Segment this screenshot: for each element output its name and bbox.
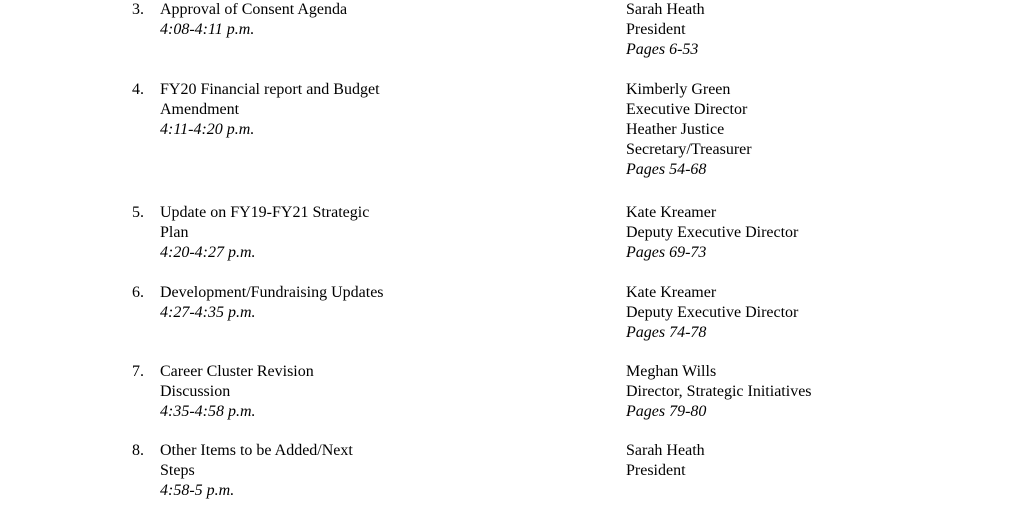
item-time: 4:35-4:58 p.m. <box>160 403 256 420</box>
item-pages: Pages 74-78 <box>626 324 707 341</box>
presenter-role: Deputy Executive Director <box>626 224 799 241</box>
presenter-name: Kate Kreamer <box>626 284 717 301</box>
item-time: 4:08-4:11 p.m. <box>160 21 255 38</box>
item-pages: Pages 69-73 <box>626 244 707 261</box>
item-presenter <box>626 203 986 263</box>
presenter-role: President <box>626 21 686 38</box>
item-title: Update on FY19-FY21 Strategic <box>160 204 370 221</box>
presenter-name: Kimberly Green <box>626 81 731 98</box>
item-title: Approval of Consent Agenda <box>160 1 348 18</box>
presenter-role: Deputy Executive Director <box>626 304 799 321</box>
item-title: Career Cluster Revision <box>160 363 314 380</box>
item-presenter <box>626 80 986 180</box>
presenter-role: Secretary/Treasurer <box>626 141 752 158</box>
item-topic <box>160 203 460 263</box>
item-number: 7. <box>132 363 144 380</box>
presenter-name: Sarah Heath <box>626 442 705 459</box>
item-topic <box>160 283 460 323</box>
presenter-role: Executive Director <box>626 101 748 118</box>
item-pages: Pages 6-53 <box>626 41 699 58</box>
presenter-role: President <box>626 462 686 479</box>
item-title: Discussion <box>160 383 231 400</box>
item-topic <box>160 441 460 501</box>
presenter-name: Heather Justice <box>626 121 725 138</box>
presenter-name: Sarah Heath <box>626 1 705 18</box>
item-number: 4. <box>132 81 144 98</box>
item-title: FY20 Financial report and Budget <box>160 81 380 98</box>
item-title: Development/Fundraising Updates <box>160 284 384 301</box>
item-time: 4:20-4:27 p.m. <box>160 244 256 261</box>
item-title: Steps <box>160 462 195 479</box>
item-number: 6. <box>132 284 144 301</box>
item-topic <box>160 0 460 40</box>
presenter-name: Kate Kreamer <box>626 204 717 221</box>
item-presenter <box>626 0 986 60</box>
item-title: Plan <box>160 224 189 241</box>
item-title: Amendment <box>160 101 240 118</box>
item-time: 4:11-4:20 p.m. <box>160 121 255 138</box>
item-number: 8. <box>132 442 144 459</box>
item-topic <box>160 362 460 422</box>
item-presenter <box>626 362 986 422</box>
item-title: Other Items to be Added/Next <box>160 442 353 459</box>
item-time: 4:58-5 p.m. <box>160 482 235 499</box>
item-presenter <box>626 283 986 343</box>
presenter-role: Director, Strategic Initiatives <box>626 383 812 400</box>
item-presenter <box>626 441 986 481</box>
item-time: 4:27-4:35 p.m. <box>160 304 256 321</box>
item-pages: Pages 54-68 <box>626 161 707 178</box>
item-number: 5. <box>132 204 144 221</box>
item-pages: Pages 79-80 <box>626 403 707 420</box>
item-number: 3. <box>132 1 144 18</box>
item-topic <box>160 80 460 140</box>
presenter-name: Meghan Wills <box>626 363 717 380</box>
